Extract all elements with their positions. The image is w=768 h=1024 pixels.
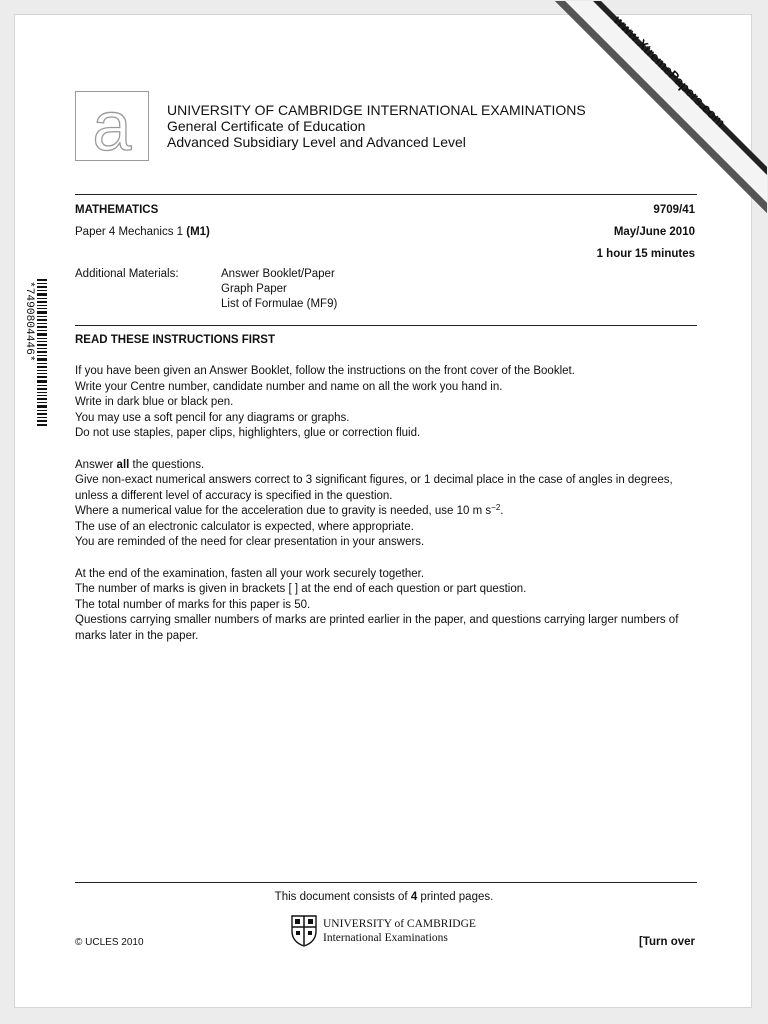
subject-title: MATHEMATICS — [75, 204, 159, 216]
syllabus-code: 9709/41 — [653, 204, 695, 216]
answer-all-line: Answer all the questions. — [75, 458, 205, 471]
crest-icon — [291, 915, 317, 947]
exam-session: May/June 2010 — [613, 226, 695, 238]
top-rule — [75, 194, 697, 195]
instructions-body — [75, 364, 699, 644]
cie-logo — [75, 87, 149, 165]
instruction-line: The total number of marks for this paper is 50. — [75, 598, 311, 611]
additional-materials-list — [221, 267, 337, 312]
instruction-line: Write your Centre number, candidate number and name on all the work you hand in. — [75, 380, 503, 393]
copyright: © UCLES 2010 — [75, 937, 144, 948]
paper-component-code: (M1) — [186, 226, 210, 238]
cambridge-logo-line-2: International Examinations — [323, 932, 448, 944]
exam-duration: 1 hour 15 minutes — [596, 248, 695, 260]
material-item: Answer Booklet/Paper — [221, 268, 335, 280]
exam-cover-page — [14, 14, 752, 1008]
instruction-line: The number of marks is given in brackets [ ] at the end of each question or part question. — [75, 583, 527, 595]
candidate-barcode — [25, 279, 47, 427]
paper-name: Paper 4 Mechanics 1 — [75, 226, 184, 238]
watermark-text: www.XtremePapers.com — [610, 12, 729, 131]
page-count: This document consists of 4 printed pages. — [274, 891, 494, 903]
gravity-line: Where a numerical value for the acceleration due to gravity is needed, use 10 m $s^{-2}$. — [75, 503, 504, 517]
header-line-2: General Certificate of Education — [167, 118, 366, 134]
instructions-rule — [75, 325, 697, 326]
material-item: List of Formulae (MF9) — [221, 298, 338, 310]
instruction-line: Give non-exact numerical answers correct to 3 significant figures, or 1 decimal place in the case of angles in degrees, unless a different level of accuracy is specified in the question. — [75, 474, 673, 502]
additional-materials-label: Additional Materials: — [75, 268, 179, 280]
instruction-line: At the end of the examination, fasten all your work securely together. — [75, 567, 425, 580]
barcode-number: *7490804446* — [23, 281, 35, 362]
paper-title — [75, 225, 210, 240]
turn-over: [Turn over — [638, 936, 695, 948]
instruction-line: You may use a soft pencil for any diagrams or graphs. — [75, 411, 350, 424]
barcode-icon — [25, 279, 47, 427]
instruction-line: The use of an electronic calculator is expected, where appropriate. — [75, 520, 414, 533]
instruction-line: Questions carrying smaller numbers of marks are printed earlier in the paper, and questions carrying larger numbers of marks later in the paper. — [75, 614, 679, 642]
cambridge-logo — [291, 915, 491, 949]
instruction-line: If you have been given an Answer Booklet, follow the instructions on the front cover of the Booklet. — [75, 365, 575, 377]
footer-rule — [75, 882, 697, 883]
header-line-3: Advanced Subsidiary Level and Advanced Level — [167, 134, 466, 150]
instructions-heading: READ THESE INSTRUCTIONS FIRST — [75, 334, 275, 346]
exam-board-header — [167, 102, 586, 150]
header-line-1: UNIVERSITY OF CAMBRIDGE INTERNATIONAL EXAMINATIONS — [167, 102, 586, 118]
svg-text:a: a — [92, 87, 132, 165]
letter-a-logo-icon — [76, 87, 148, 165]
material-item: Graph Paper — [221, 283, 287, 295]
cambridge-logo-line-1: UNIVERSITY of CAMBRIDGE — [323, 918, 476, 930]
instruction-line: Write in dark blue or black pen. — [75, 396, 234, 408]
instruction-line: You are reminded of the need for clear presentation in your answers. — [75, 536, 425, 548]
instruction-line: Do not use staples, paper clips, highlighters, glue or correction fluid. — [75, 427, 421, 439]
